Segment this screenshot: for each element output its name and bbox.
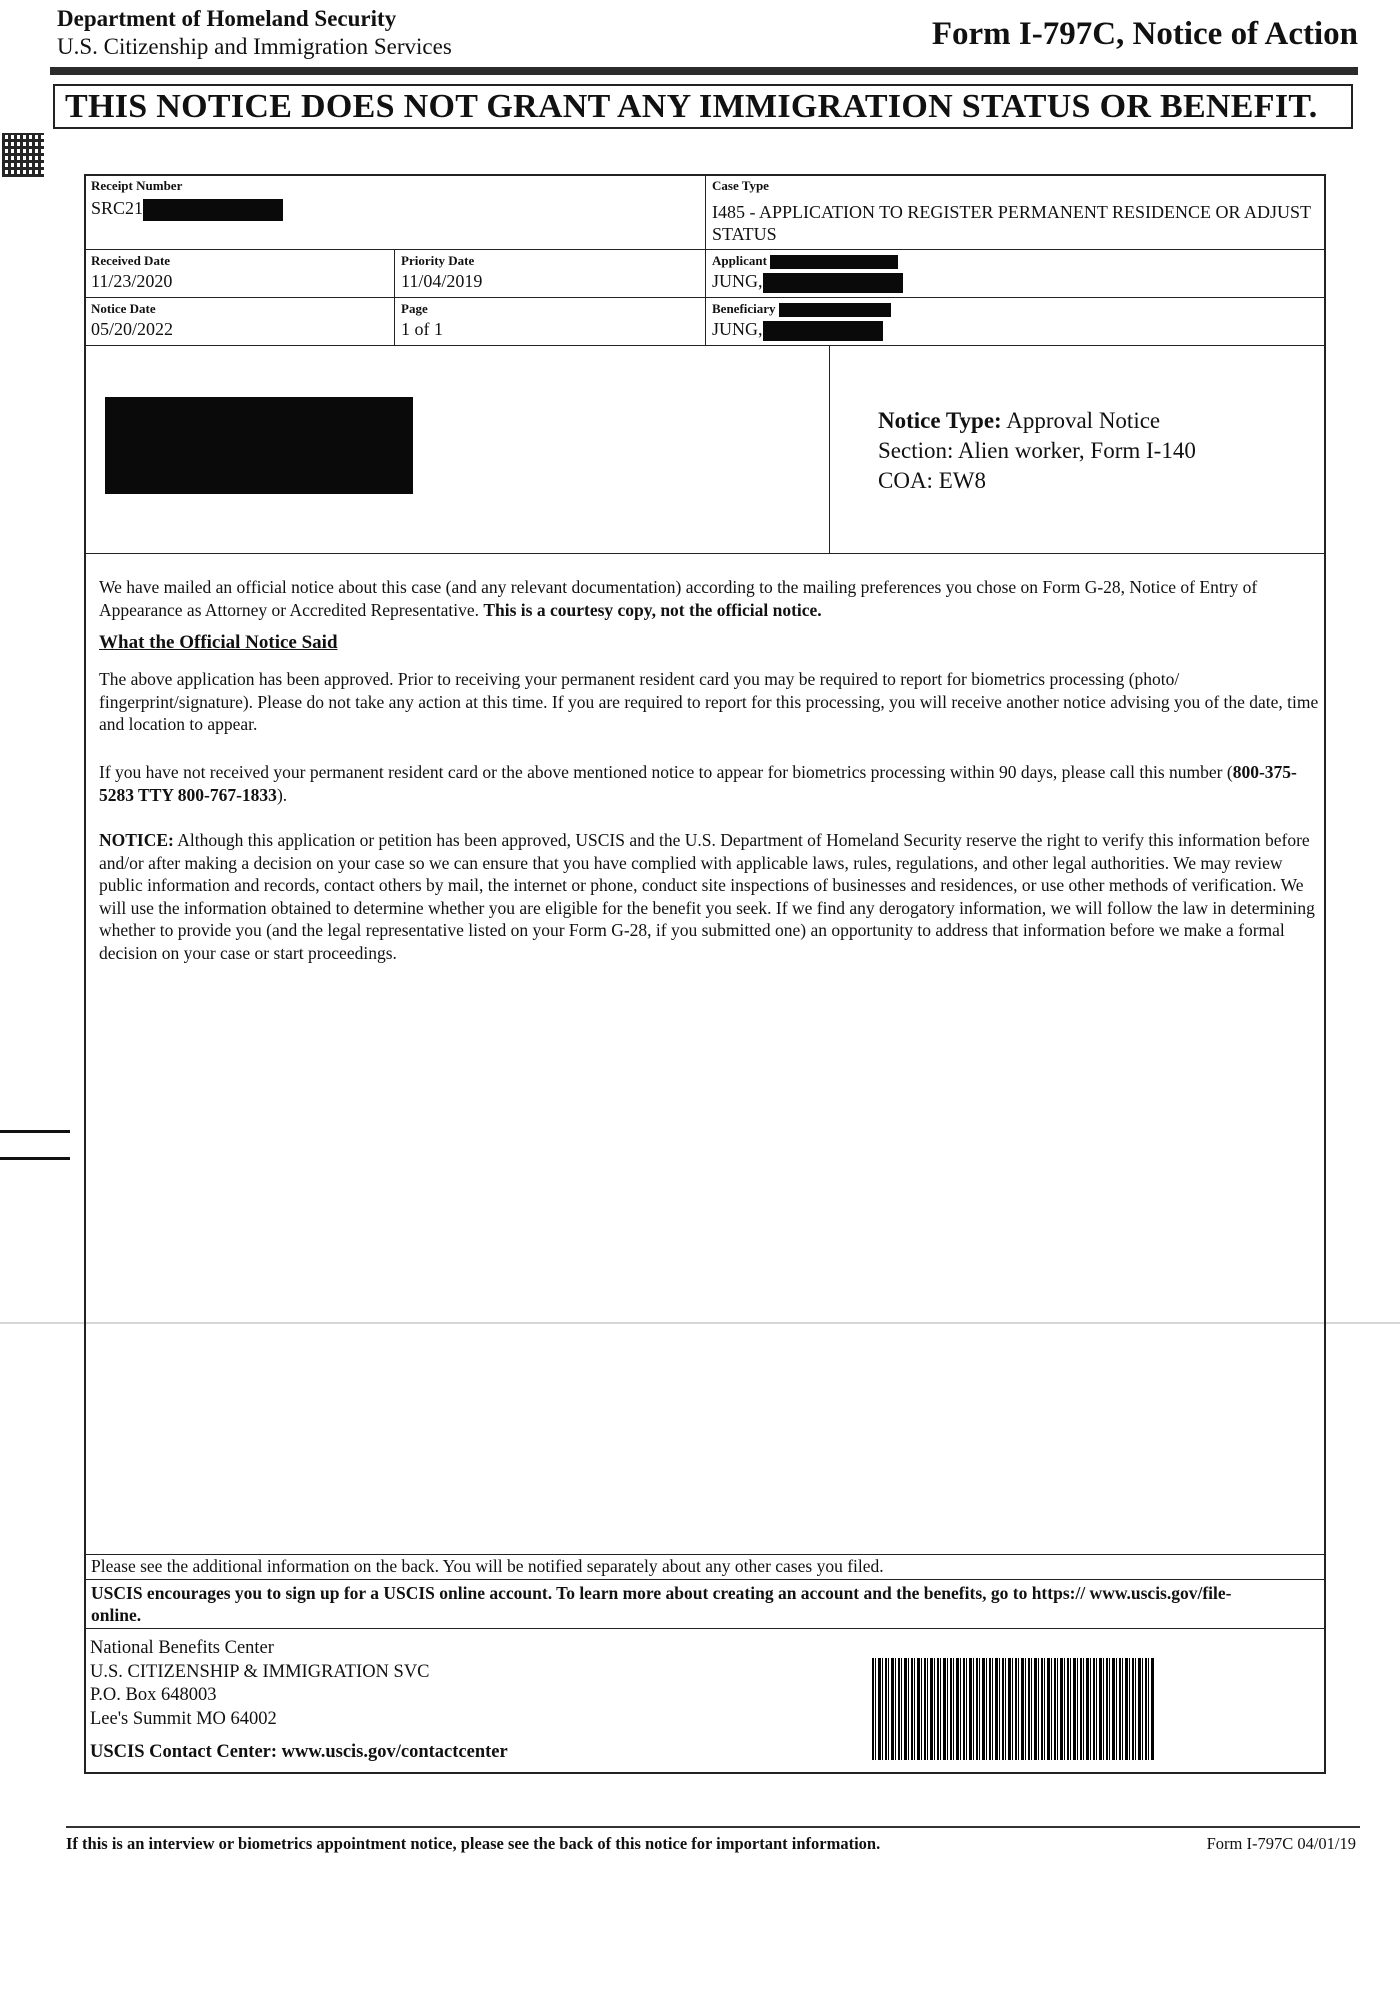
- status-banner: THIS NOTICE DOES NOT GRANT ANY IMMIGRATION STATUS OR BENEFIT.: [53, 84, 1353, 129]
- page-label: Page: [401, 301, 428, 316]
- receipt-number-cell: [84, 174, 706, 250]
- redaction-block: [143, 199, 283, 221]
- notice-type-cell: [829, 345, 1326, 554]
- notice-section: Section: Alien worker, Form I-140: [878, 438, 1196, 463]
- sign-up-cell: [84, 1579, 1326, 1629]
- form-title: Form I-797C, Notice of Action: [931, 16, 1358, 52]
- notice-date-cell: [84, 297, 395, 346]
- redaction-block: [763, 321, 883, 341]
- applicant-cell: [705, 249, 1326, 298]
- receipt-number-label: Receipt Number: [91, 178, 183, 193]
- office-line: U.S. CITIZENSHIP & IMMIGRATION SVC: [90, 1661, 430, 1682]
- page-cell: [394, 297, 706, 346]
- address-cell: [84, 345, 830, 554]
- address-redaction-block: [105, 397, 413, 494]
- additional-info-cell: [84, 1554, 1326, 1580]
- notice-date-value: 05/20/2022: [91, 319, 174, 339]
- office-line: P.O. Box 648003: [90, 1685, 217, 1705]
- intro-paragraph: We have mailed an official notice about this case (and any relevant documentation) according to the mailing preferences you chose on Form G-28, Notice of Entry of Appearance as Attorney or Accredited Representative. This is a courtesy copy, not the official notice.: [99, 577, 1258, 620]
- biometrics-paragraph: If you have not received your permanent resident card or the above mentioned notice to appear for biometrics processing within 90 days, please call this number (800-375-5283 TTY 800-767-1833).: [99, 762, 1297, 805]
- notice-type: Notice Type: Approval Notice: [878, 408, 1161, 433]
- received-date-cell: [84, 249, 395, 298]
- office-line: Lee's Summit MO 64002: [90, 1708, 277, 1729]
- footer-form-id: Form I-797C 04/01/19: [1206, 1834, 1356, 1853]
- redaction-block: [770, 255, 898, 269]
- case-type-label: Case Type: [712, 178, 769, 193]
- margin-mark: [0, 1130, 70, 1133]
- additional-info-text: Please see the additional information on the back. You will be notified separately about any other cases you filed.: [91, 1556, 884, 1576]
- office-address: [90, 1637, 430, 1731]
- received-date-value: 11/23/2020: [91, 271, 173, 291]
- sign-up-text: USCIS encourages you to sign up for a USCIS online account. To learn more about creating an account and the benefits, go to https:// www.uscis.gov/file-online.: [91, 1583, 1232, 1625]
- beneficiary-value: JUNG,: [712, 318, 883, 341]
- footer-note: If this is an interview or biometrics appointment notice, please see the back of this notice for important information.: [66, 1834, 881, 1853]
- page-value: 1 of 1: [401, 319, 443, 339]
- approval-paragraph: The above application has been approved. Prior to receiving your permanent resident card you may be required to report for biometrics processing (photo/ fingerprint/signature). Please do not take any action at this time. If you are required to report for this processing, you will receive another notice advising you of the date, time and location to appear.: [99, 669, 1319, 734]
- notice-date-label: Notice Date: [91, 301, 156, 316]
- official-notice-heading: What the Official Notice Said: [99, 632, 338, 653]
- beneficiary-cell: [705, 297, 1326, 346]
- office-line: National Benefits Center: [90, 1638, 274, 1658]
- redaction-block: [763, 273, 903, 293]
- header-rule: [50, 67, 1358, 75]
- applicant-label: Applicant: [712, 253, 898, 269]
- contact-center: USCIS Contact Center: www.uscis.gov/contactcenter: [90, 1742, 508, 1762]
- department-name: Department of Homeland Security: [57, 6, 397, 31]
- barcode-icon: [872, 1658, 1154, 1760]
- redaction-block: [779, 303, 891, 317]
- priority-date-cell: [394, 249, 706, 298]
- case-type-cell: [705, 174, 1326, 250]
- priority-date-value: 11/04/2019: [401, 271, 483, 291]
- qr-code-icon: [2, 133, 44, 177]
- beneficiary-label: Beneficiary: [712, 301, 891, 317]
- notice-paragraph: NOTICE: Although this application or petition has been approved, USCIS and the U.S. Department of Homeland Security reserve the right to verify this information before and/or after making a decision on your case so we can ensure that you have complied with applicable laws, rules, regulations, and other legal authorities. We may review public information and records, contact others by mail, the internet or phone, conduct site inspections of businesses and residences, or use other methods of verification. We will use the information obtained to determine whether you are eligible for the benefit you seek. If we find any derogatory information, we will follow the law in determining whether to provide you (and the legal representative listed on your Form G-28, if you submitted one) an opportunity to address that information before we make a formal decision on your case or start proceedings.: [99, 830, 1315, 963]
- receipt-number-value: SRC21: [91, 197, 283, 221]
- footer-rule: [66, 1826, 1360, 1828]
- applicant-value: JUNG,: [712, 270, 903, 293]
- margin-mark: [0, 1157, 70, 1160]
- notice-coa: COA: EW8: [878, 468, 986, 493]
- received-date-label: Received Date: [91, 253, 171, 268]
- priority-date-label: Priority Date: [401, 253, 475, 268]
- case-type-value: I485 - APPLICATION TO REGISTER PERMANENT RESIDENCE OR ADJUST STATUS: [712, 202, 1311, 244]
- agency-name: U.S. Citizenship and Immigration Services: [57, 34, 452, 59]
